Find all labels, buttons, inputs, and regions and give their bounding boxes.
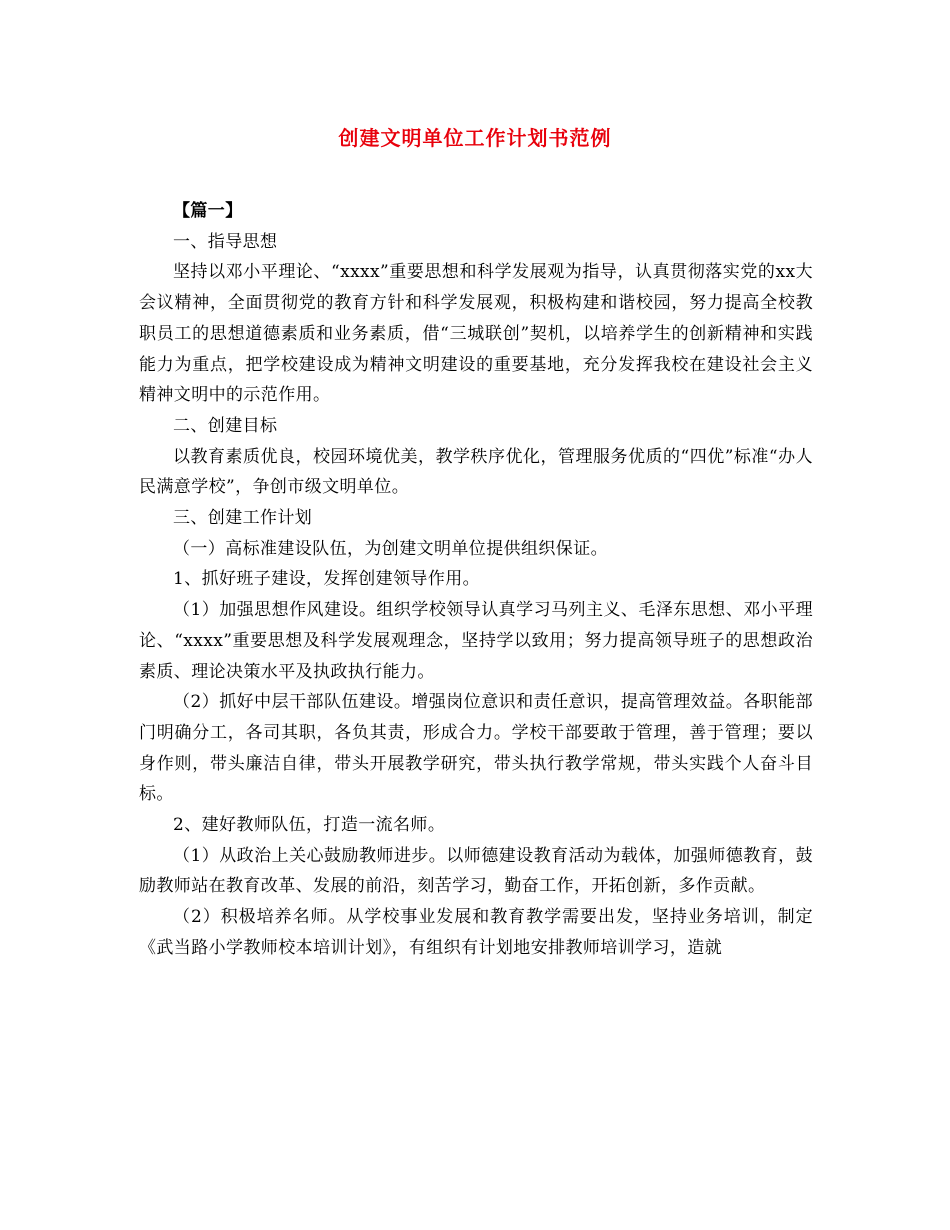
section-heading-goals: 二、创建目标	[173, 415, 278, 436]
item-heading-teachers: 2、建好教师队伍，打造一流名师。	[173, 815, 446, 836]
subsection-heading-team-building: （一）高标准建设队伍，为创建文明单位提供组织保证。	[173, 538, 608, 559]
paragraph-guiding-ideology: 坚持以邓小平理论、“xxxx”重要思想和科学发展观为指导，认真贯彻落实党的xx大会议精神，全面贯彻党的教育方针和科学发展观，积极构建和谐校园，努力提高全校教职员工的思想道德素质和业务素质，借“三城联创”契机，以培养学生的创新精神和实践能力为重点，把学校建设成为精神文明建设的重要基地，充分发挥我校在建设社会主义精神文明中的示范作用。	[139, 262, 813, 406]
document-title: 创建文明单位工作计划书范例	[338, 126, 612, 150]
item-heading-leadership: 1、抓好班子建设，发挥创建领导作用。	[173, 569, 481, 590]
document-body	[139, 196, 813, 964]
paragraph-leadership-2: （2）抓好中层干部队伍建设。增强岗位意识和责任意识，提高管理效益。各职能部门明确分工，各司其职，各负其责，形成合力。学校干部要敢于管理，善于管理；要以身作则，带头廉洁自律，带头开展教学研究，带头执行教学常规，带头实践个人奋斗目标。	[139, 692, 813, 805]
paragraph-goals: 以教育素质优良，校园环境优美，教学秩序优化，管理服务优质的“四优”标准“办人民满意学校”，争创市级文明单位。	[139, 446, 813, 498]
section-heading-guiding-ideology: 一、指导思想	[173, 231, 278, 252]
paragraph-leadership-1: （1）加强思想作风建设。组织学校领导认真学习马列主义、毛泽东思想、邓小平理论、“xxxx”重要思想及科学发展观理念，坚持学以致用；努力提高领导班子的思想政治素质、理论决策水平及执政执行能力。	[139, 600, 813, 682]
paragraph-teachers-1: （1）从政治上关心鼓励教师进步。以师德建设教育活动为载体，加强师德教育，鼓励教师站在教育改革、发展的前沿，刻苦学习，勤奋工作，开拓创新，多作贡献。	[139, 845, 813, 897]
section-heading-work-plan: 三、创建工作计划	[173, 508, 313, 529]
section-label: 【篇一】	[173, 201, 243, 221]
paragraph-teachers-2: （2）积极培养名师。从学校事业发展和教育教学需要出发，坚持业务培训，制定《武当路小学教师校本培训计划》，有组织有计划地安排教师培训学习，造就	[139, 907, 813, 958]
